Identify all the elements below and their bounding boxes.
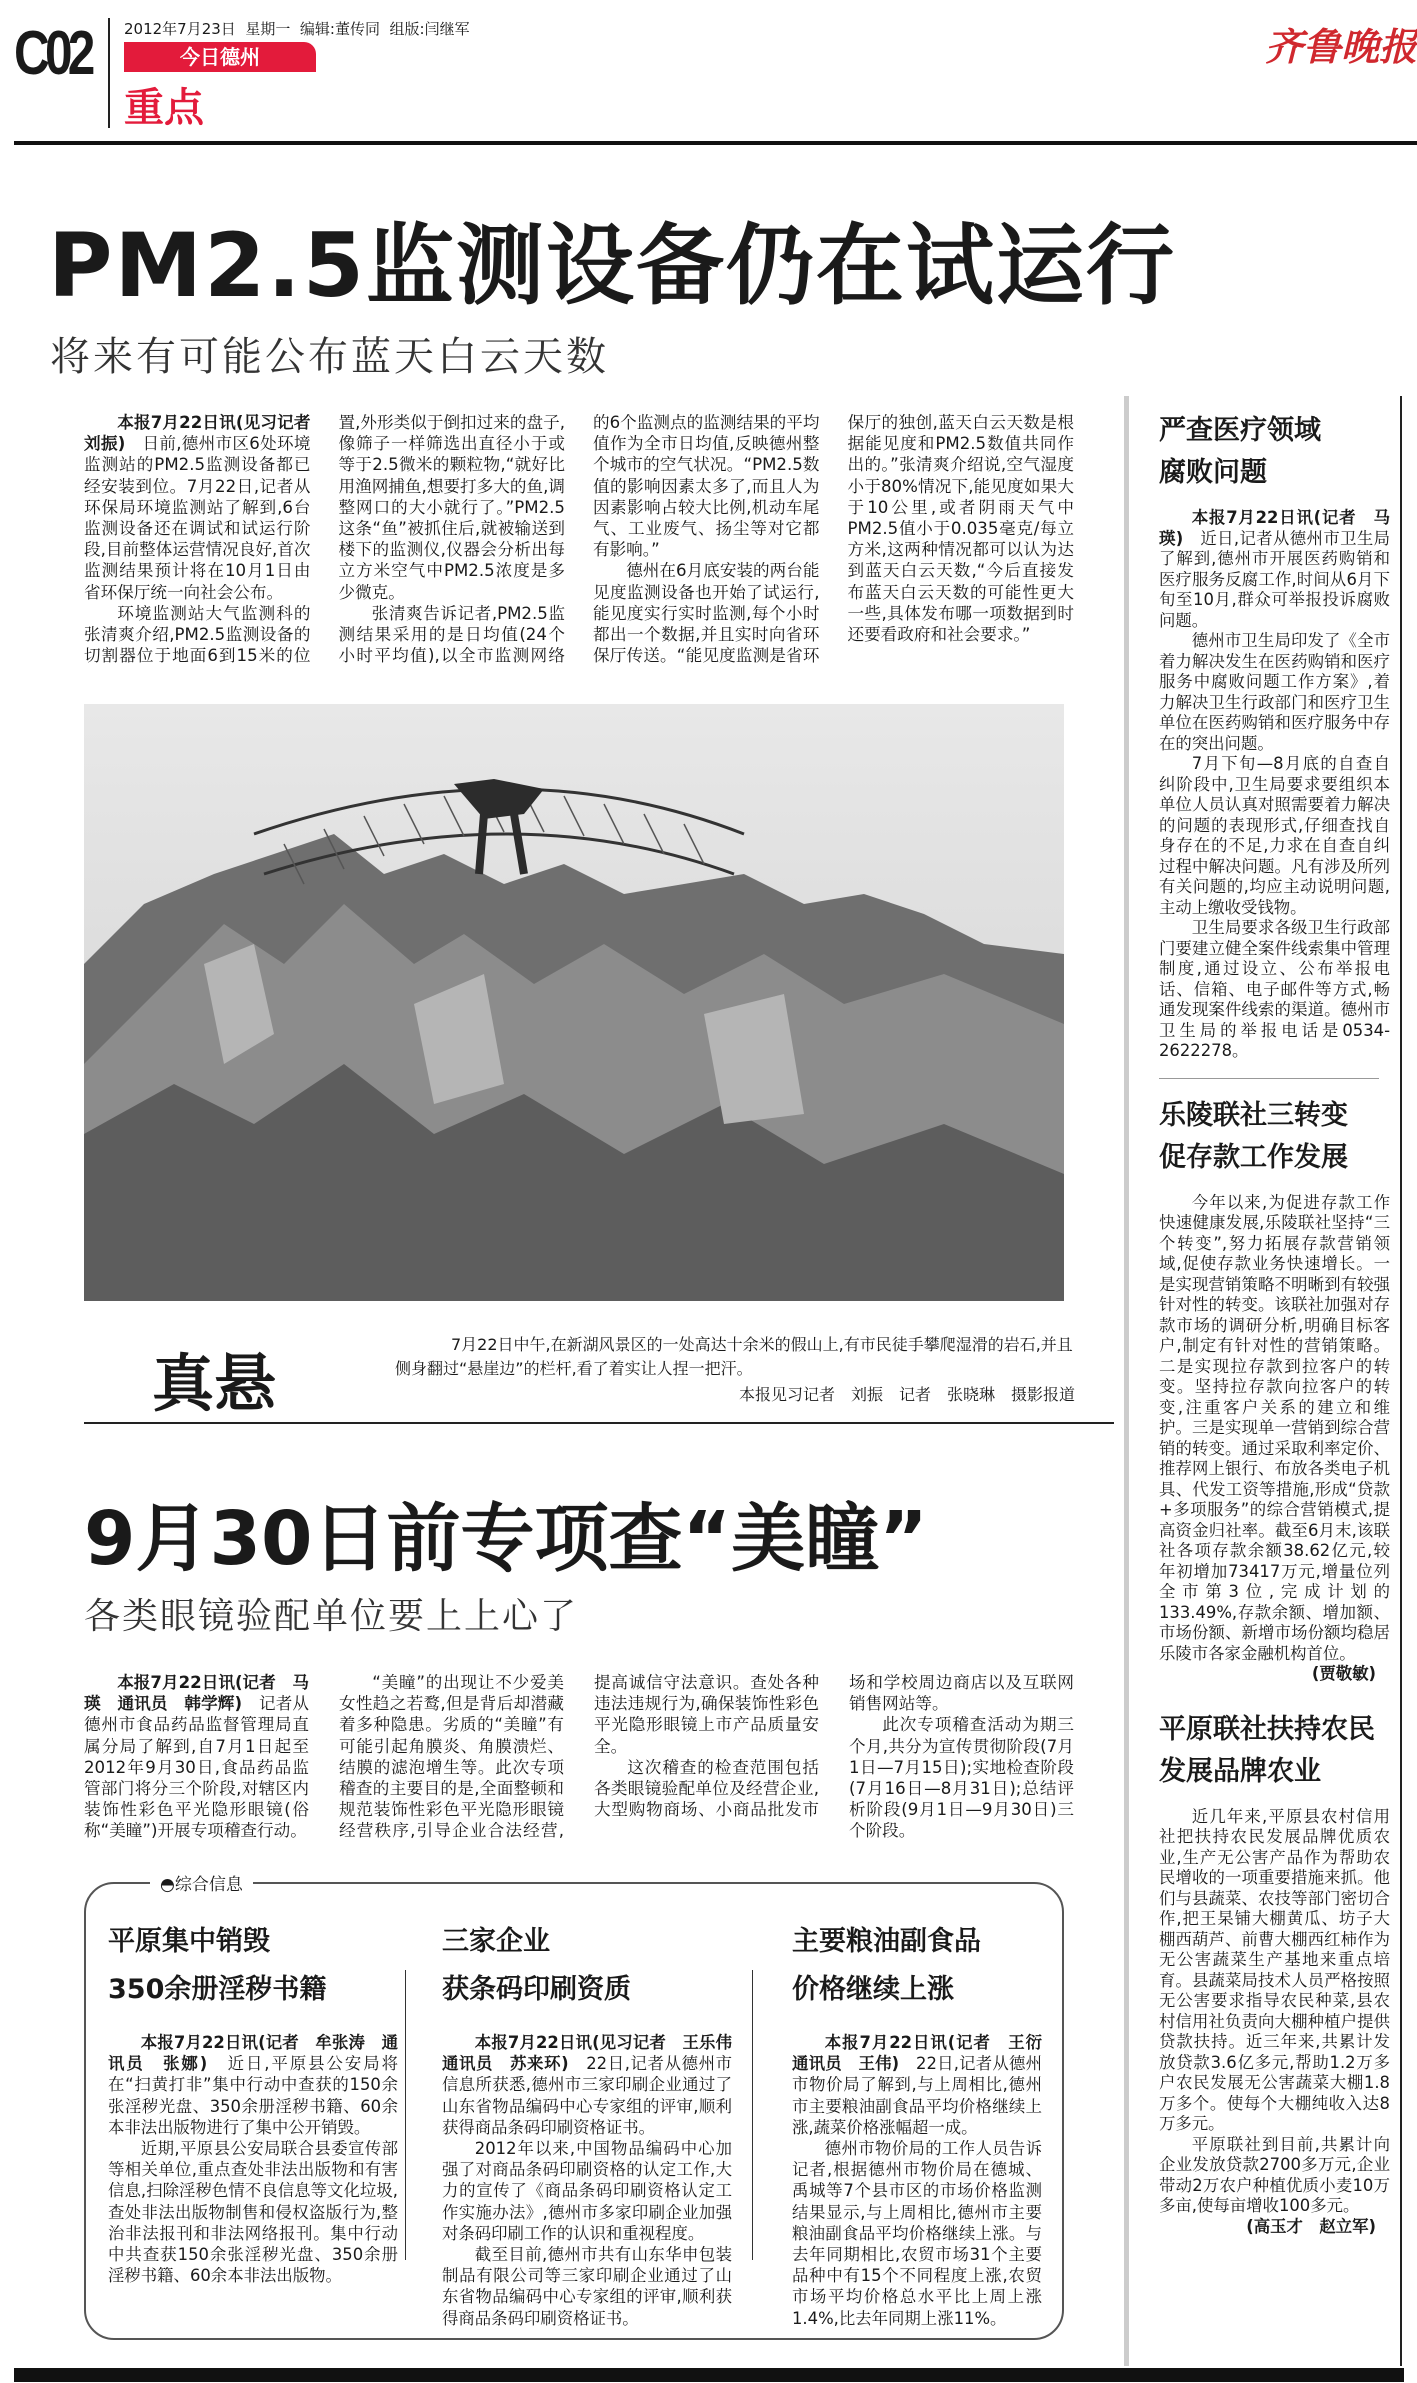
brief-headline: 获条码印刷资质 [442,1974,631,2005]
sidebar-article [1129,410,1400,1062]
sidebar-headline: 严查医疗领域 [1159,415,1321,446]
second-headline: 9月30日前专项查“美瞳” [84,1496,928,1582]
column-divider [752,1970,753,2260]
sidebar-headline: 发展品牌农业 [1159,1755,1321,1787]
brief-headline: 主要粮油副食品 [792,1926,981,1957]
second-body [84,1672,1074,1852]
page-number: C02 [14,19,91,88]
section-tab: 今日德州 [124,42,316,72]
brief-headline: 三家企业 [442,1926,550,1957]
brief-item [108,1918,398,2286]
sidebar-headline: 平原联社扶持农民 [1159,1713,1375,1745]
paragraph: 近期,平原县公安局联合县委宣传部等相关单位,重点查处非法出版物和有害信息,扫除淫秽色情不良信息等文化垃圾,查处非法出版物制售和侵权盗版行为,整治非法报刊和非法网络报刊。集中行动中共查获150余张淫秽光盘、350余册淫秽书籍、60余本非法出版物。 [108,2139,398,2286]
paragraph: 德州在6月底安装的两台能见度监测设备也开始了试运行,能见度实行实时监测,每个小时都出一个数据,并且实时向省环保厅传送。“能见度监测是省环保厅的独创,蓝天白云天数是根据能见度和PM2.5数值共同作出的。”张清爽介绍说,空气湿度小于80%情况下,能见度如果大于10公里,或者阴雨天气中PM2.5值小于0.035毫克/每立方米,这两种情况都可以认为达到蓝天白云天数,“今后直接发布蓝天白云天数的可能性更大一些,具体发布哪一项数据到时还要看政府和社会要求。” [593,413,1074,666]
paragraph: 这次稽查的检查范围包括各类眼镜验配单位及经营企业,大型购物商场、小商品批发市场和学校周边商店以及互联网销售网站等。 [594,1673,1074,1820]
paragraph: 环境监测站大气监测科的张清爽介绍,PM2.5监测设备的切割器位于地面6到15米的位置,外形类似于倒扣过来的盘子,像筛子一样筛选出直径小于或等于2.5微米的颗粒物,“就好比用渔网捕鱼,想要打多大的鱼,调整网口的大小就行了。”PM2.5这条“鱼”被抓住后,就被输送到楼下的监测仪,仪器会分析出每立方米空气中PM2.5浓度是多少微克。 [84,413,565,666]
caption-text: 7月22日中午,在新湖风景区的一处高达十余米的假山上,有市民徒手攀爬湿滑的岩石,并且侧身翻过“悬崖边”的栏杆,看了着实让人捏一把汗。 [395,1335,1073,1378]
sidebar-article [1129,1095,1400,1685]
brief-byline: 本报7月22日讯(记者 王衍 通讯员 王伟) [792,2033,1059,2074]
issue-weekday: 星期一 [245,20,291,38]
paragraph: 截至目前,德州市共有山东华申包装制品有限公司等三家印刷企业通过了山东省物品编码中心专家组的评审,顺利获得商品条码印刷资格证书。 [442,2245,732,2328]
rockery-climber-image [84,704,1064,1301]
lead-headline: PM2.5监测设备仍在试运行 [48,214,1176,317]
sidebar-signature: (贾敬敏) [1311,1664,1376,1683]
brief-item [442,1918,749,2329]
sidebar [1124,396,1402,2366]
header-rule [14,141,1417,145]
sidebar-headline: 腐败问题 [1159,457,1267,488]
sidebar-headline: 促存款工作发展 [1159,1141,1348,1173]
second-subtitle: 各类眼镜验配单位要上上心了 [84,1596,579,1637]
photo-caption [395,1333,1075,1407]
issue-date: 2012年7月23日 [124,20,236,38]
footer-bar [14,2368,1404,2382]
newspaper-logo: 齐鲁晚报 [1265,24,1417,69]
second-byline: 本报7月22日讯(记者 马瑛 通讯员 韩学辉) [84,1673,309,1714]
lead-article [84,412,1094,672]
photo-title: 真悬 [152,1347,277,1420]
brief-item [792,1918,1059,2329]
paragraph: 7月下旬—8月底的自查自纠阶段中,卫生局要求要组织本单位人员认真对照需要着力解决的问题的表现形式,仔细查找自身存在的不足,力求在自查自纠过程中解决问题。凡有涉及所列有关问题的,均应主动说明问题,主动上缴收受钱物。 [1159,754,1390,917]
second-article [84,1672,1094,1852]
section-divider [84,1422,1114,1424]
paragraph: “美瞳”的出现让不少爱美女性趋之若鹜,但是背后却潜藏着多种隐患。劣质的“美瞳”有可能引起角膜炎、角膜溃烂、结膜的滤泡增生等。此次专项稽查的主要目的是,全面整顿和规范装饰性彩色平光隐形眼镜经营秩序,引导企业合法经营,提高诚信守法意识。查处各种违法违规行为,确保装饰性彩色平光隐形眼镜上市产品质量安全。 [339,1673,819,1841]
paragraph: 平原联社到目前,共累计向企业发放贷款2700多万元,企业带动2万农户种植优质小麦10万多亩,使每亩增收100多元。 [1159,2134,1390,2215]
photo-credit: 本报见习记者 刘振 记者 张晓琳 摄影报道 [738,1385,1075,1404]
paragraph: 卫生局要求各级卫生行政部门要建立健全案件线索集中管理制度,通过设立、公布举报电话、信箱、电子邮件等方式,畅通发现案件线索的渠道。德州市卫生局的举报电话是0534-2622278。 [1159,918,1390,1060]
paragraph: 22日,记者从德州市信息所获悉,德州市三家印刷企业通过了山东省物品编码中心专家组的评审,顺利获得商品条码印刷资格证书。 [442,2054,732,2137]
brief-body [792,2032,1059,2329]
lead-body [84,412,1074,668]
sidebar-byline: 本报7月22日讯(记者 马瑛) [1159,508,1390,548]
brief-byline: 本报7月22日讯(记者 牟张涛 通讯员 张娜) [108,2033,398,2074]
sidebar-body [1159,508,1390,1062]
sidebar-body [1159,1193,1390,1685]
editor: 编辑:董传同 [299,20,380,38]
paragraph: 近日,记者从德州市卫生局了解到,德州市开展医药购销和医疗服务反腐工作,时间从6月下旬至10月,群众可举报投诉腐败问题。 [1159,528,1391,630]
paragraph: 近日,平原县公安局将在“扫黄打非”集中行动中查获的150余张淫秽光盘、350余册淫秽书籍、60余本非法出版物进行了集中公开销毁。 [108,2054,398,2137]
news-photo [84,704,1064,1301]
sidebar-body [1159,1807,1390,2238]
paragraph: 张清爽告诉记者,PM2.5监测结果采用的是日均值(24个小时平均值),以全市监测网络的6个监测点的监测结果的平均值作为全市日均值,反映德州整个城市的空气状况。“PM2.5数值的影响因素太多了,而且人为因素影响占较大比例,机动车尾气、工业废气、扬尘等对它都有影响。” [338,413,820,666]
header-divider [108,18,110,128]
paragraph: 2012年以来,中国物品编码中心加强了对商品条码印刷资格的认定工作,大力的宣传了《商品条码印刷资格认定工作实施办法》,德州市多家印刷企业加强对条码印刷工作的认识和重视程度。 [442,2139,732,2243]
lead-byline: 本报7月22日讯(见习记者 刘振) [84,413,328,454]
sidebar-headline: 乐陵联社三转变 [1159,1099,1348,1131]
paragraph: 22日,记者从德州市物价局了解到,与上周相比,德州市主要粮油副食品平均价格继续上涨,蔬菜价格涨幅超一成。 [792,2054,1043,2137]
paragraph: 记者从德州市食品药品监督管理局直属分局了解到,自7月1日起至2012年9月30日,食品药品监管部门将分三个阶段,对辖区内装饰性彩色平光隐形眼镜(俗称“美瞳”)开展专项稽查行动。 [84,1694,310,1841]
sidebar-divider [1159,1078,1379,1079]
brief-headline: 350余册淫秽书籍 [108,1974,327,2005]
brief-body [442,2032,749,2329]
brief-byline: 本报7月22日讯(见习记者 王乐伟 通讯员 苏来环) [442,2033,749,2074]
sidebar-article [1129,1709,1400,2238]
paragraph: 德州市卫生局印发了《全市着力解决发生在医药购销和医疗服务中腐败问题工作方案》,着力解决卫生行政部门和医疗卫生单位在医药购销和医疗服务中存在的突出问题。 [1159,631,1390,753]
section-title: 重点 [124,85,204,131]
paragraph: 近几年来,平原县农村信用社把扶持农民发展品牌优质农业,生产无公害产品作为帮助农民增收的一项重要措施来抓。他们与县蔬菜、农技等部门密切合作,把王杲铺大棚黄瓜、坊子大棚西葫芦、前曹大棚西红柿作为无公害蔬菜生产基地来重点培育。县蔬菜局技术人员严格按照无公害要求指导农民种菜,县农村信用社负责向大棚种植户提供贷款扶持。近三年来,共累计发放贷款3.6亿多元,帮助1.2万多户农民发展无公害蔬菜大棚1.8万多个。使每个大棚纯收入达8万多元。 [1159,1806,1390,2133]
circle-icon: ◓ [160,1875,175,1895]
paragraph: 此次专项稽查活动为期三个月,共分为宣传贯彻阶段(7月1日—7月15日);实地检查阶段(7月16日—8月31日);总结评析阶段(9月1日—9月30日)三个阶段。 [849,1715,1074,1841]
paragraph: 德州市物价局的工作人员告诉记者,根据德州市物价局在德城、禹城等7个县市区的市场价格监测结果显示,与上周相比,德州市主要粮油副食品平均价格继续上涨。与去年同期相比,农贸市场31个主要品种中有15个不同程度上涨,农贸市场平均价格总水平比上周上涨1.4%,比去年同期上涨11%。 [792,2139,1042,2328]
brief-body [108,2032,398,2286]
layout-editor: 组版:闫继军 [389,20,470,38]
briefs-label [150,1870,253,1895]
sidebar-signature: (高玉才 赵立军) [1246,2216,1376,2236]
briefs-label-text: 综合信息 [174,1875,243,1895]
issue-meta [124,18,470,39]
lead-subtitle: 将来有可能公布蓝天白云天数 [50,334,609,380]
brief-headline: 平原集中销毁 [108,1926,270,1957]
paragraph: 今年以来,为促进存款工作快速健康发展,乐陵联社坚持“三个转变”,努力拓展存款营销领域,促使存款业务快速增长。一是实现营销策略不明晰到有较强针对性的转变。该联社加强对存款市场的调研分析,明确目标客户,制定有针对性的营销策略。二是实现拉存款到拉客户的转变。坚持拉存款向拉客户的转变,注重客户关系的建立和维护。三是实现单一营销到综合营销的转变。通过采取利率定价、推荐网上银行、布放各类电子机具、代发工资等措施,形成“贷款+多项服务”的综合营销模式,提高资金归社率。截至6月末,该联社各项存款余额38.62亿元,较年初增加73417万元,增量位列全市第3位,完成计划的133.49%,存款余额、增加额、市场份额、新增市场份额均稳居乐陵市各家金融机构首位。 [1159,1192,1390,1663]
brief-headline: 价格继续上涨 [792,1974,954,2005]
column-divider [405,1970,406,2260]
paragraph: 日前,德州市区6处环境监测站的PM2.5监测设备都已经安装到位。7月22日,记者从环保局环境监测站了解到,6台监测设备还在调试和试运行阶段,目前整体运营情况良好,首次监测结果预计将在10月1日由省环保厅统一向社会公布。 [84,434,311,602]
